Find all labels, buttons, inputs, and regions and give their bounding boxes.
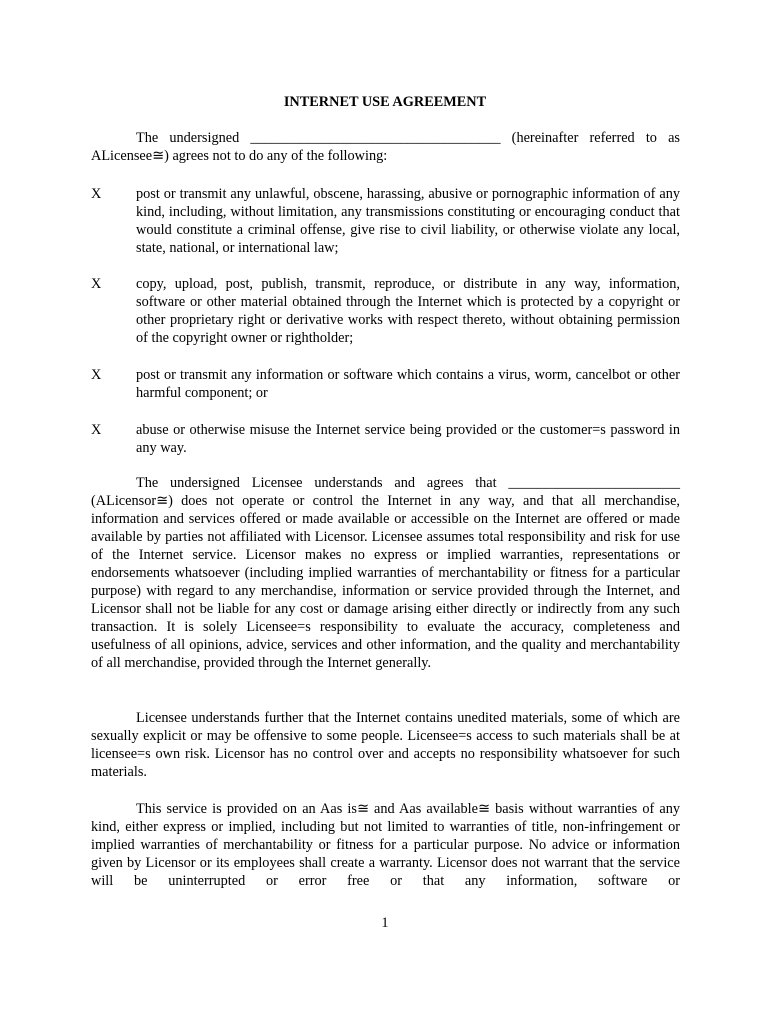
as-is-paragraph: This service is provided on an Aas is≅ and Aas available≅ basis without warranties of any kind, either express or implied, including but not limited to warranties of title, non-infringement or implied warranties of merchantability or fitness for a particular purpose. No advice or information given by Licensor or its employees shall create a warranty. Licensor does not warrant that the service will be uninterrupted or error free or that any information, software or <box>91 801 680 889</box>
unedited-materials-paragraph: Licensee understands further that the Internet contains unedited materials, some of which are sexually explicit or may be offensive to some people. Licensee=s access to such materials shall be at licensee=s own risk. Licensor has no control over and accepts no responsibility whatsoever for such materials. <box>91 710 680 780</box>
list-item-marker: X <box>91 276 102 292</box>
list-item <box>91 421 680 457</box>
licensor-paragraph: The undersigned Licensee understands and agrees that ________________________ (ALicensor≅) does not operate or control the Internet in any way, and that all merchandise, information and services offered or made available or accessible on the Internet are offered or made available by parties not affiliated with Licensor. Licensee assumes total responsibility and risk for use of the Internet service. Licensor makes no express or implied warranties, representations or endorsements whatsoever (including implied warranties of merchantability or fitness for a particular purpose) with regard to any merchandise, information or service provided through the Internet, and Licensor shall not be liable for any cost or damage arising either directly or indirectly from any such transaction. It is solely Licensee=s responsibility to evaluate the accuracy, completeness and usefulness of all opinions, advice, services and other information, and the quality and merchantability of all merchandise, provided through the Internet generally. <box>91 475 680 671</box>
page-number: 1 <box>381 915 389 931</box>
document-title: INTERNET USE AGREEMENT <box>283 94 487 110</box>
list-item-marker: X <box>91 186 102 202</box>
list-item <box>91 275 680 347</box>
list-item <box>91 366 680 402</box>
list-item <box>91 185 680 257</box>
list-item-text: copy, upload, post, publish, transmit, reproduce, or distribute in any way, information, software or other material obtained through the Internet which is protected by a copyright or other proprietary right or derivative works with respect thereto, without obtaining permission of the copyright owner or rightholder; <box>136 276 680 346</box>
list-item-text: post or transmit any information or software which contains a virus, worm, cancelbot or other harmful component; or <box>136 367 680 401</box>
list-item-text: post or transmit any unlawful, obscene, harassing, abusive or pornographic information of any kind, including, without limitation, any transmissions constituting or encouraging conduct that would constitute a criminal offense, give rise to civil liability, or otherwise violate any local, state, national, or international law; <box>136 186 680 256</box>
list-item-marker: X <box>91 367 102 383</box>
list-item-text: abuse or otherwise misuse the Internet service being provided or the customer=s password in any way. <box>136 422 680 456</box>
list-item-marker: X <box>91 422 102 438</box>
intro-paragraph: The undersigned ___________________________________ (hereinafter referred to as ALicensee≅) agrees not to do any of the following: <box>91 130 680 164</box>
